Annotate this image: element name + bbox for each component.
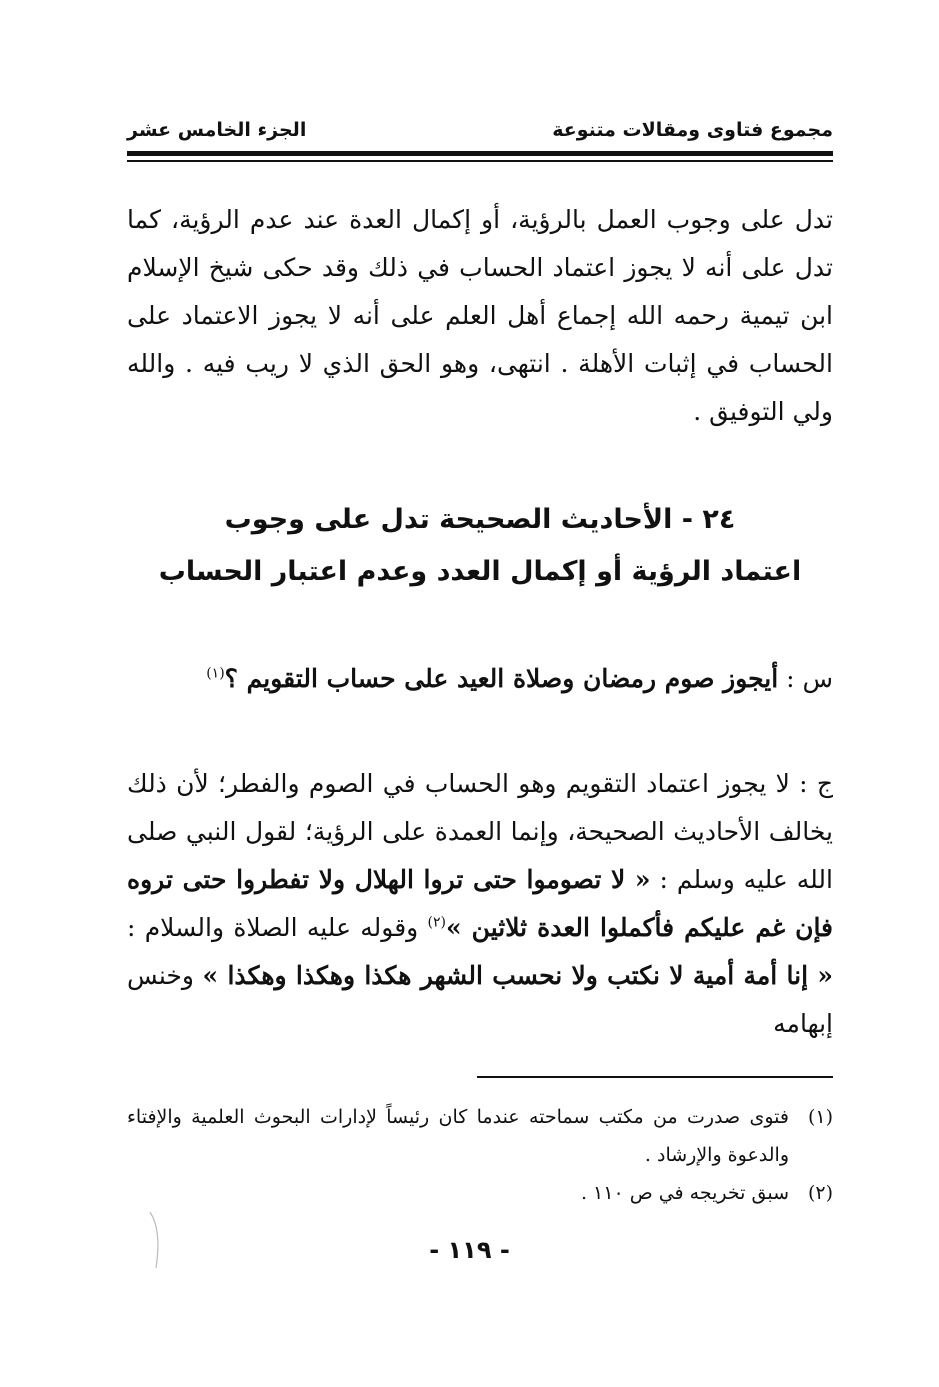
footnote-number: (١) <box>807 1106 833 1128</box>
footnote-2 <box>127 1174 833 1212</box>
section-title-line-2: اعتماد الرؤية أو إكمال العدد وعدم اعتبار الحساب <box>158 556 802 587</box>
section-title-line-1: الأحاديث الصحيحة تدل على وجوب <box>224 504 673 535</box>
footnote-ref-1[interactable]: (١) <box>206 665 225 682</box>
section-heading <box>127 494 833 598</box>
footnote-number: (٢) <box>807 1182 833 1204</box>
footnotes <box>127 1098 833 1212</box>
intro-text: تدل على وجوب العمل بالرؤية، أو إكمال العدة عند عدم الرؤية، كما تدل على أنه لا يجوز اعتماد الحساب في ذلك وقد حكى شيخ الإسلام ابن تيمية رحمه الله إجماع أهل العلم على أنه لا يجوز الاعتماد على الحساب في إثبات الأهلة . انتهى، وهو الحق الذي لا ريب فيه . والله ولي التوفيق . <box>127 205 833 426</box>
volume-label: الجزء الخامس عشر <box>127 119 307 141</box>
question-text: أيجوز صوم رمضان وصلاة العيد على حساب التقويم ؟ <box>224 664 779 693</box>
footnote-separator <box>477 1076 833 1078</box>
answer-text-1: لا يجوز اعتماد التقويم وهو الحساب في الصوم والفطر؛ لأن ذلك يخالف الأحاديث الصحيحة، وإنما العمدة على الرؤية؛ لقول النبي صلى الله عليه وسلم : <box>127 769 833 894</box>
answer-paragraph <box>127 760 833 1048</box>
section-heading-line-1: ٢٤ - الأحاديث الصحيحة تدل على وجوب <box>224 504 736 535</box>
footnote-text: فتوى صدرت من مكتب سماحته عندما كان رئيساً لإدارات البحوث العلمية والإفتاء والدعوة والإرشاد . <box>127 1106 789 1166</box>
book-title: مجموع فتاوى ومقالات متنوعة <box>552 119 833 141</box>
page-number: - ١١٩ - <box>429 1236 510 1264</box>
section-number: ٢٤ <box>702 504 736 535</box>
header-rule-thin <box>127 160 833 162</box>
question-paragraph <box>127 655 833 703</box>
answer-text-2: وقوله عليه الصلاة والسلام : <box>127 913 419 942</box>
running-header <box>127 112 833 148</box>
hadith-quote-1: « لا تصوموا حتى تروا الهلال ولا تفطروا حتى تروه فإن غم عليكم فأكملوا العدة ثلاثين » <box>127 865 834 942</box>
intro-paragraph <box>127 196 833 436</box>
answer-label: ج : <box>799 769 833 798</box>
question-label: س : <box>786 664 833 693</box>
footnote-ref-2[interactable]: (٢) <box>427 914 447 931</box>
footnote-1 <box>127 1098 833 1174</box>
answer-text-3: وخنس إبهامه <box>127 961 833 1038</box>
hadith-quote-2: « إنا أمة أمية لا نكتب ولا نحسب الشهر هكذا وهكذا وهكذا » <box>202 961 833 990</box>
footnote-text: سبق تخريجه في ص ١١٠ . <box>580 1182 789 1204</box>
header-rule-thick <box>127 151 833 156</box>
